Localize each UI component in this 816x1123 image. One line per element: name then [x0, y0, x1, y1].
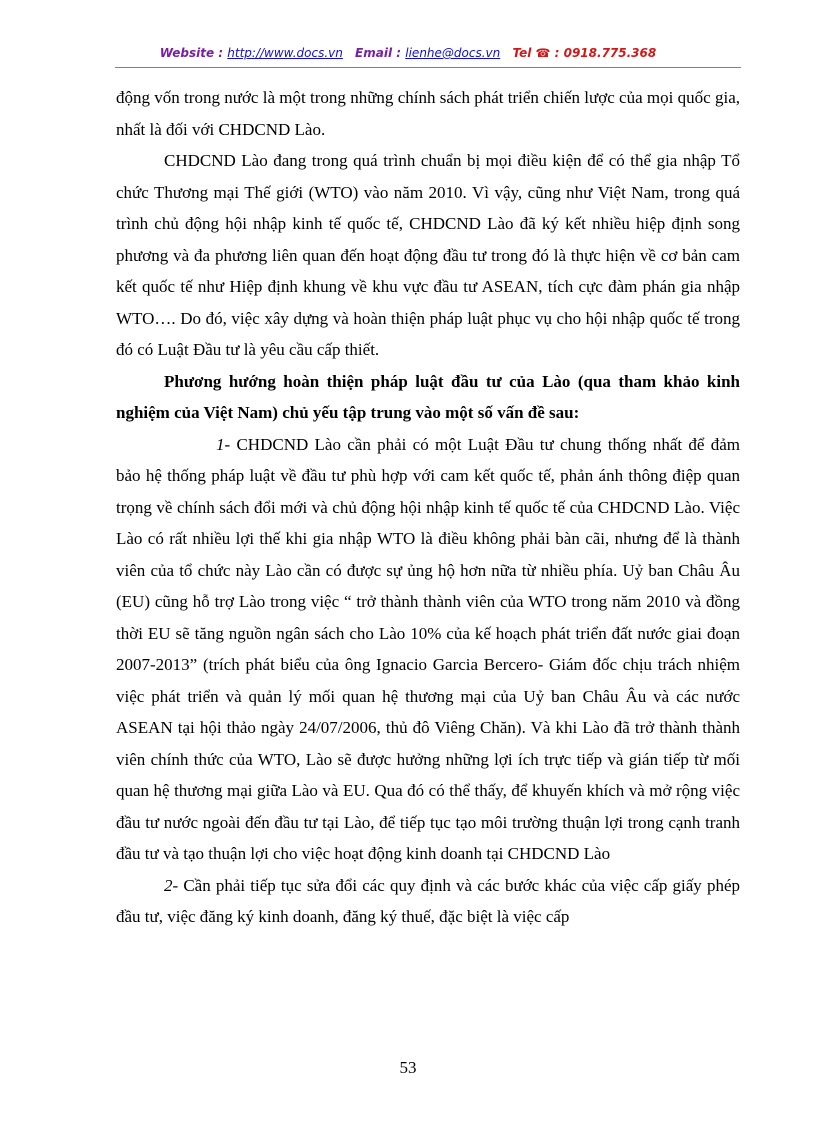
page-header: [0, 46, 816, 60]
list-item-2: [116, 870, 740, 933]
list-item-2-text: Cần phải tiếp tục sửa đổi các quy định và các bước khác của việc cấp giấy phép đầu tư, việc đăng ký kinh doanh, đăng ký thuế, đặc biệt là việc cấp: [116, 875, 740, 926]
list-item-1-number: 1-: [216, 434, 231, 454]
email-separator: :: [396, 46, 402, 60]
paragraph-wto: CHDCND Lào đang trong quá trình chuẩn bị mọi điều kiện để có thể gia nhập Tổ chức Thương mại Thế giới (WTO) vào năm 2010. Vì vậy, cũng như Việt Nam, trong quá trình chủ động hội nhập kinh tế quốc tế, CHDCND Lào đã ký kết nhiều hiệp định song phương và đa phương liên quan đến hoạt động đầu tư trong đó là thực hiện về cơ bản cam kết quốc tế như Hiệp định khung về khu vực đầu tư ASEAN, tích cực đàm phán gia nhập WTO…. Do đó, việc xây dựng và hoàn thiện pháp luật phục vụ cho hội nhập quốc tế trong đó có Luật Đầu tư là yêu cầu cấp thiết.: [116, 151, 740, 359]
tel-info: Tel ☎ : 0918.775.368: [512, 46, 657, 60]
email-label: Email: [355, 46, 393, 60]
email-link[interactable]: lienhe@docs.vn: [405, 46, 501, 60]
paragraph-continued: động vốn trong nước là một trong những chính sách phát triển chiến lược của mọi quốc gia, nhất là đối với CHDCND Lào.: [116, 88, 740, 139]
list-item-1: [116, 429, 740, 870]
website-label: Website :: [159, 46, 224, 60]
page-number: 53: [399, 1058, 417, 1077]
website-link[interactable]: http://www.docs.vn: [227, 46, 343, 60]
document-body: [116, 82, 740, 933]
section-heading: Phương hướng hoàn thiện pháp luật đầu tư của Lào (qua tham khảo kinh nghiệm của Việt Nam) chủ yếu tập trung vào một số vấn đề sau:: [116, 371, 740, 422]
header-divider: [115, 67, 741, 68]
list-item-1-text: CHDCND Lào cần phải có một Luật Đầu tư chung thống nhất để đảm bảo hệ thống pháp luật về đầu tư phù hợp với cam kết quốc tế, phản ánh thông điệp quan trọng về chính sách đổi mới và chủ động hội nhập kinh tế quốc tế của CHDCND Lào. Việc Lào có rất nhiều lợi thế khi gia nhập WTO là điều không phải bàn cãi, nhưng để là thành viên của tổ chức này Lào cần có được sự ủng hộ hơn nữa từ nhiều phía. Uỷ ban Châu Âu (EU) cũng hỗ trợ Lào trong việc “ trở thành thành viên của WTO trong năm 2010 và đồng thời EU sẽ tăng nguồn ngân sách cho Lào 10% của kế hoạch phát triển đất nước giai đoạn 2007-2013” (trích phát biểu của ông Ignacio Garcia Bercero- Giám đốc chịu trách nhiệm việc phát triển và quản lý mối quan hệ thương mại của Uỷ ban Châu Âu và các nước ASEAN tại hội thảo ngày 24/07/2006, thủ đô Viêng Chăn). Và khi Lào đã trở thành thành viên chính thức của WTO, Lào sẽ được hưởng những lợi ích trực tiếp và gián tiếp từ mối quan hệ thương mại giữa Lào và EU. Qua đó có thể thấy, để khuyến khích và mở rộng việc đầu tư nước ngoài đến đầu tư tại Lào, để tiếp tục tạo môi trường thuận lợi trong cạnh tranh đầu tư và tạo thuận lợi cho việc hoạt động kinh doanh tại CHDCND Lào: [116, 434, 740, 863]
list-item-2-number: 2-: [164, 875, 179, 895]
